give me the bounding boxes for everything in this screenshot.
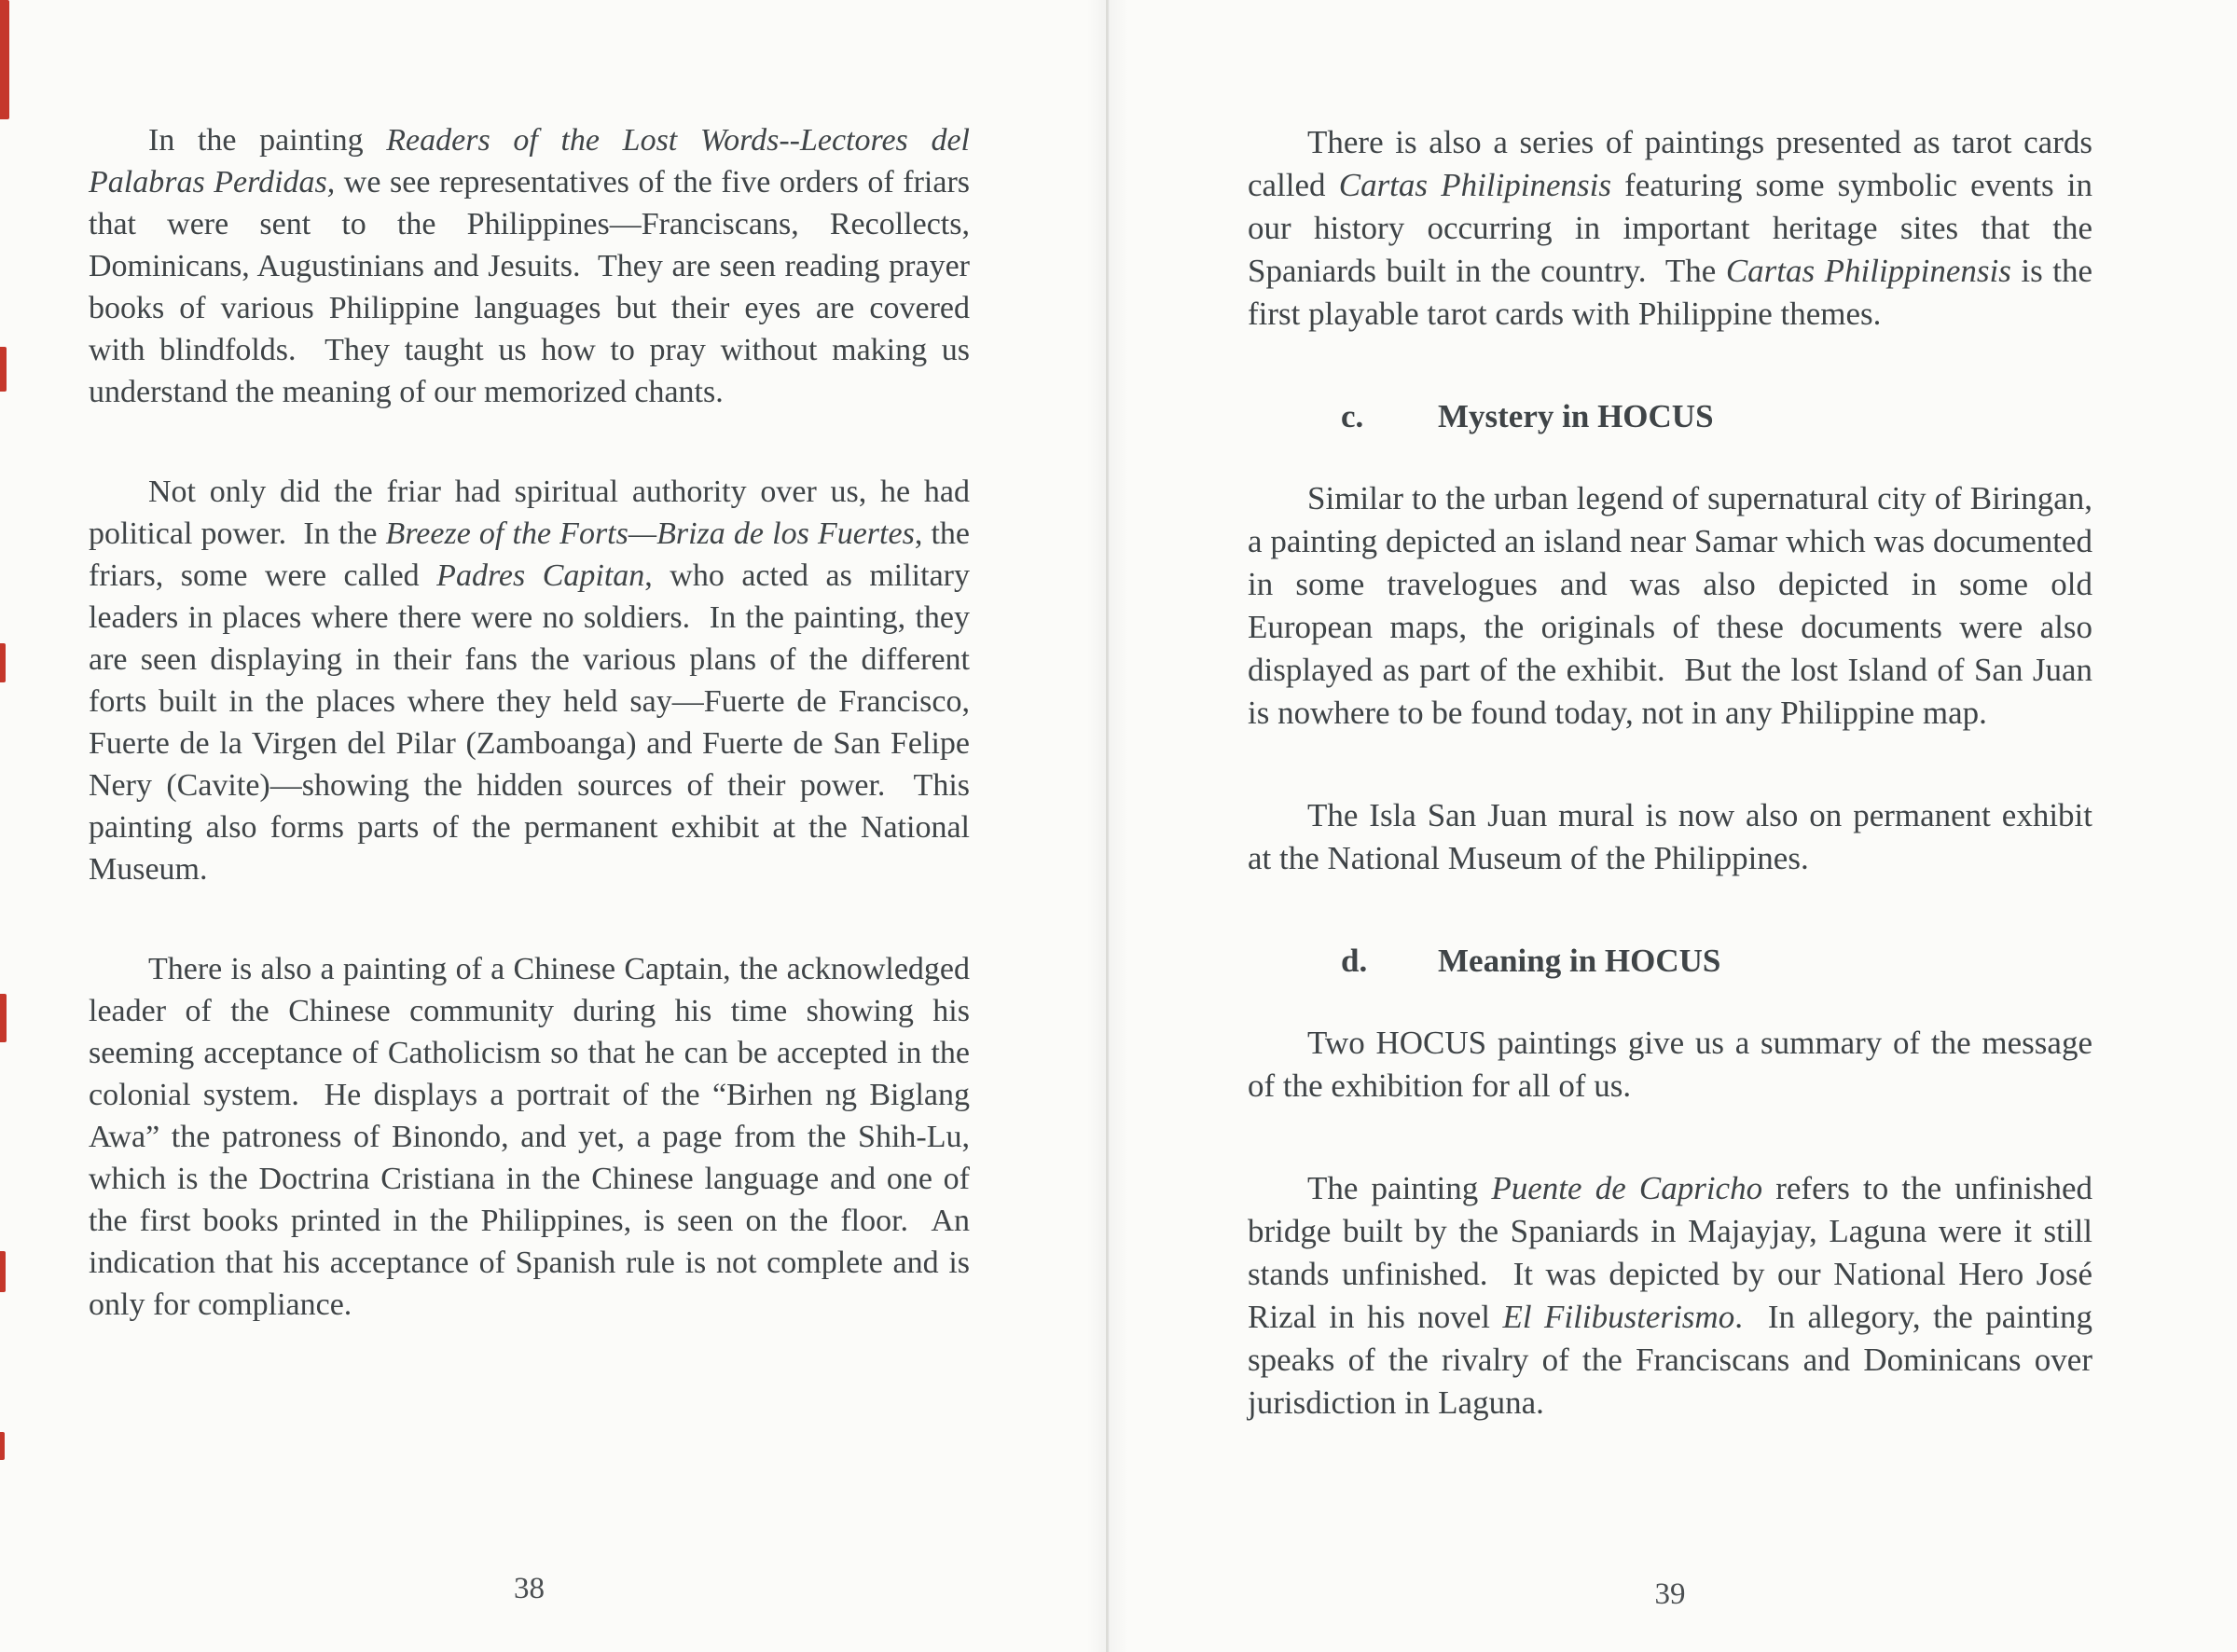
section-title: Meaning in HOCUS — [1438, 943, 1721, 979]
paragraph: The Isla San Juan mural is now also on permanent exhibit at the National Museum of the Philippines. — [1248, 797, 2101, 876]
scan-edge-mark — [0, 347, 7, 392]
section-heading — [1248, 940, 2092, 983]
scan-edge-mark — [0, 1432, 5, 1460]
paragraph: Two HOCUS paintings give us a summary of the message of the exhibition for all of us. — [1248, 1025, 2101, 1104]
paragraph: There is also a series of paintings presented as tarot cards called Cartas Philipinensis featuring some symbolic events in our history occurring in important heritage sites that the Spaniards built in the country. The Cartas Philippinensis is the first playable tarot cards with Philippine themes. — [1248, 124, 2101, 332]
page-gutter-shading — [1087, 0, 1128, 1652]
page-number-left: 38 — [514, 1572, 545, 1605]
page-number-right: 39 — [1654, 1577, 1686, 1611]
left-page-text — [89, 119, 978, 1384]
paragraph: In the painting Readers of the Lost Words--Lectores del Palabras Perdidas, we see representatives of the five orders of friars that were sent to the Philippines—Franciscans, Recollects, Dominicans, Augustinians and Jesuits. They are seen reading prayer books of various Philippine languages but their eyes are covered with blindfolds. They taught us how to pray without making us understand the meaning of our memorized chants. — [89, 123, 978, 409]
scan-edge-mark — [0, 1251, 6, 1292]
right-page-text — [1248, 121, 2101, 1484]
scan-edge-mark — [0, 643, 6, 682]
scan-edge-mark — [0, 994, 7, 1042]
scan-edge-mark — [0, 0, 9, 119]
paragraph: There is also a painting of a Chinese Captain, the acknowledged leader of the Chinese community during his time showing his seeming acceptance of Catholicism so that he can be accepted in the colonial system. He displays a portrait of the “Birhen ng Biglang Awa” the patroness of Binondo, and yet, a page from the Shih-Lu, which is the Doctrina Cristiana in the Chinese language and one of the first books printed in the Philippines, is seen on the floor. An indication that his acceptance of Spanish rule is not complete and is only for compliance. — [89, 952, 978, 1322]
paragraph: Similar to the urban legend of supernatural city of Biringan, a painting depicted an island near Samar which was documented in some travelogues and was also depicted in some old European maps, the originals of these documents were also displayed as part of the exhibit. But the lost Island of San Juan is nowhere to be found today, not in any Philippine map. — [1248, 480, 2101, 731]
paragraph: The painting Puente de Capricho refers to the unfinished bridge built by the Spaniards in Majayjay, Laguna were it still stands unfinished. It was depicted by our National Hero José Rizal in his novel El Filibusterismo. In allegory, the painting speaks of the rivalry of the Franciscans and Dominicans over jurisdiction in Laguna. — [1248, 1170, 2101, 1421]
section-title: Mystery in HOCUS — [1438, 398, 1714, 434]
section-letter: d. — [1341, 943, 1368, 979]
page-gutter — [1106, 0, 1108, 1652]
section-heading — [1248, 395, 2092, 438]
section-letter: c. — [1341, 398, 1364, 434]
paragraph: Not only did the friar had spiritual authority over us, he had political power. In the Breeze of the Forts—Briza de los Fuertes, the friars, some were called Padres Capitan, who acted as military leaders in places where there were no soldiers. In the painting, they are seen displaying in their fans the various plans of the different forts built in the places where they held say—Fuerte de Francisco, Fuerte de la Virgen del Pilar (Zamboanga) and Fuerte de San Felipe Nery (Cavite)—showing the hidden sources of their power. This painting also forms parts of the permanent exhibit at the National Museum. — [89, 475, 978, 887]
